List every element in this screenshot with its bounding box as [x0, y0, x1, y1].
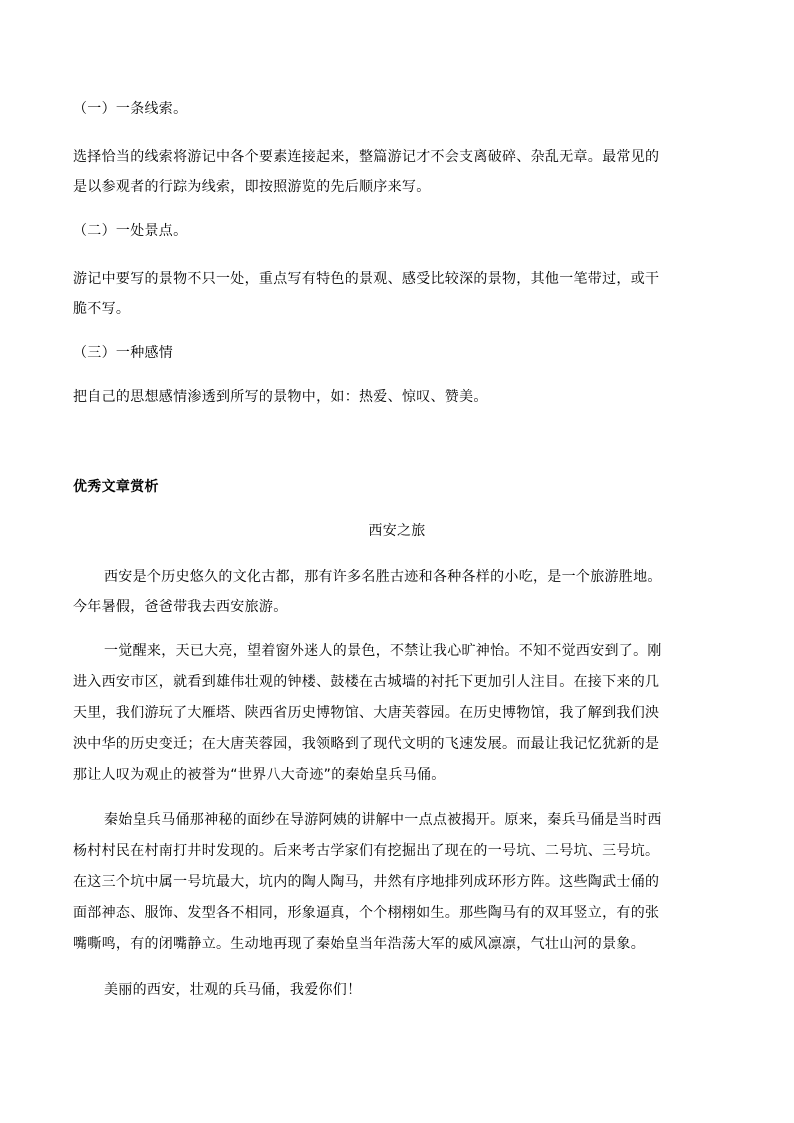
- article-paragraph-3-line: 杨村村民在村南打井时发现的。后来考古学家们有挖掘出了现在的一号坑、二号坑、三号坑。: [73, 843, 660, 859]
- article-paragraph-3-line: 面部神态、服饰、发型各不相同，形象逼真，个个栩栩如生。那些陶马有的双耳竖立，有的张: [73, 905, 660, 921]
- tip-paragraph-scenery-line: 脆不写。: [73, 301, 131, 317]
- tip-heading-scenery: （二）一处景点。: [73, 223, 188, 239]
- article-title: 西安之旅: [368, 523, 426, 539]
- article-paragraph-2-line: 那让人叹为观止的被誉为“世界八大奇迹”的秦始皇兵马俑。: [73, 767, 446, 783]
- tip-heading-clue: （一）一条线索。: [73, 101, 188, 117]
- article-paragraph-1-line: 西安是个历史悠久的文化古都，那有许多名胜古迹和各种各样的小吃，是一个旅游胜地。: [104, 569, 662, 585]
- section-title: 优秀文章赏析: [73, 479, 159, 495]
- article-paragraph-2-line: 泱中华的历史变迁；在大唐芙蓉园，我领略到了现代文明的飞速发展。而最让我记忆犹新的是: [73, 736, 660, 752]
- article-paragraph-3-line: 嘴嘶鸣，有的闭嘴静立。生动地再现了秦始皇当年浩荡大军的威风凛凛，气壮山河的景象。: [73, 936, 645, 952]
- article-paragraph-4-line: 美丽的西安，壮观的兵马俑，我爱你们！: [104, 982, 362, 998]
- article-paragraph-2-line: 一觉醒来，天已大亮，望着窗外迷人的景色，不禁让我心旷神怡。不知不觉西安到了。刚: [104, 643, 662, 659]
- tip-paragraph-scenery-line: 游记中要写的景物不只一处，重点写有特色的景观、感受比较深的景物，其他一笔带过，或干: [73, 271, 660, 287]
- tip-paragraph-clue-line: 选择恰当的线索将游记中各个要素连接起来，整篇游记才不会支离破碎、杂乱无章。最常见的: [73, 149, 660, 165]
- article-paragraph-1-line: 今年暑假，爸爸带我去西安旅游。: [73, 599, 288, 615]
- article-paragraph-2-line: 进入西安市区，就看到雄伟壮观的钟楼、鼓楼在古城墙的衬托下更加引人注目。在接下来的几: [73, 674, 660, 690]
- tip-paragraph-emotion-line: 把自己的思想感情渗透到所写的景物中，如：热爱、惊叹、赞美。: [73, 389, 488, 405]
- article-paragraph-3-line: 在这三个坑中属一号坑最大，坑内的陶人陶马，井然有序地排列成环形方阵。这些陶武士俑的: [73, 874, 660, 890]
- article-paragraph-2-line: 天里，我们游玩了大雁塔、陕西省历史博物馆、大唐芙蓉园。在历史博物馆，我了解到我们泱: [73, 705, 660, 721]
- tip-heading-emotion: （三）一种感情: [73, 345, 174, 361]
- article-paragraph-3-line: 秦始皇兵马俑那神秘的面纱在导游阿姨的讲解中一点点被揭开。原来，秦兵马俑是当时西: [104, 812, 662, 828]
- tip-paragraph-clue-line: 是以参观者的行踪为线索，即按照游览的先后顺序来写。: [73, 179, 431, 195]
